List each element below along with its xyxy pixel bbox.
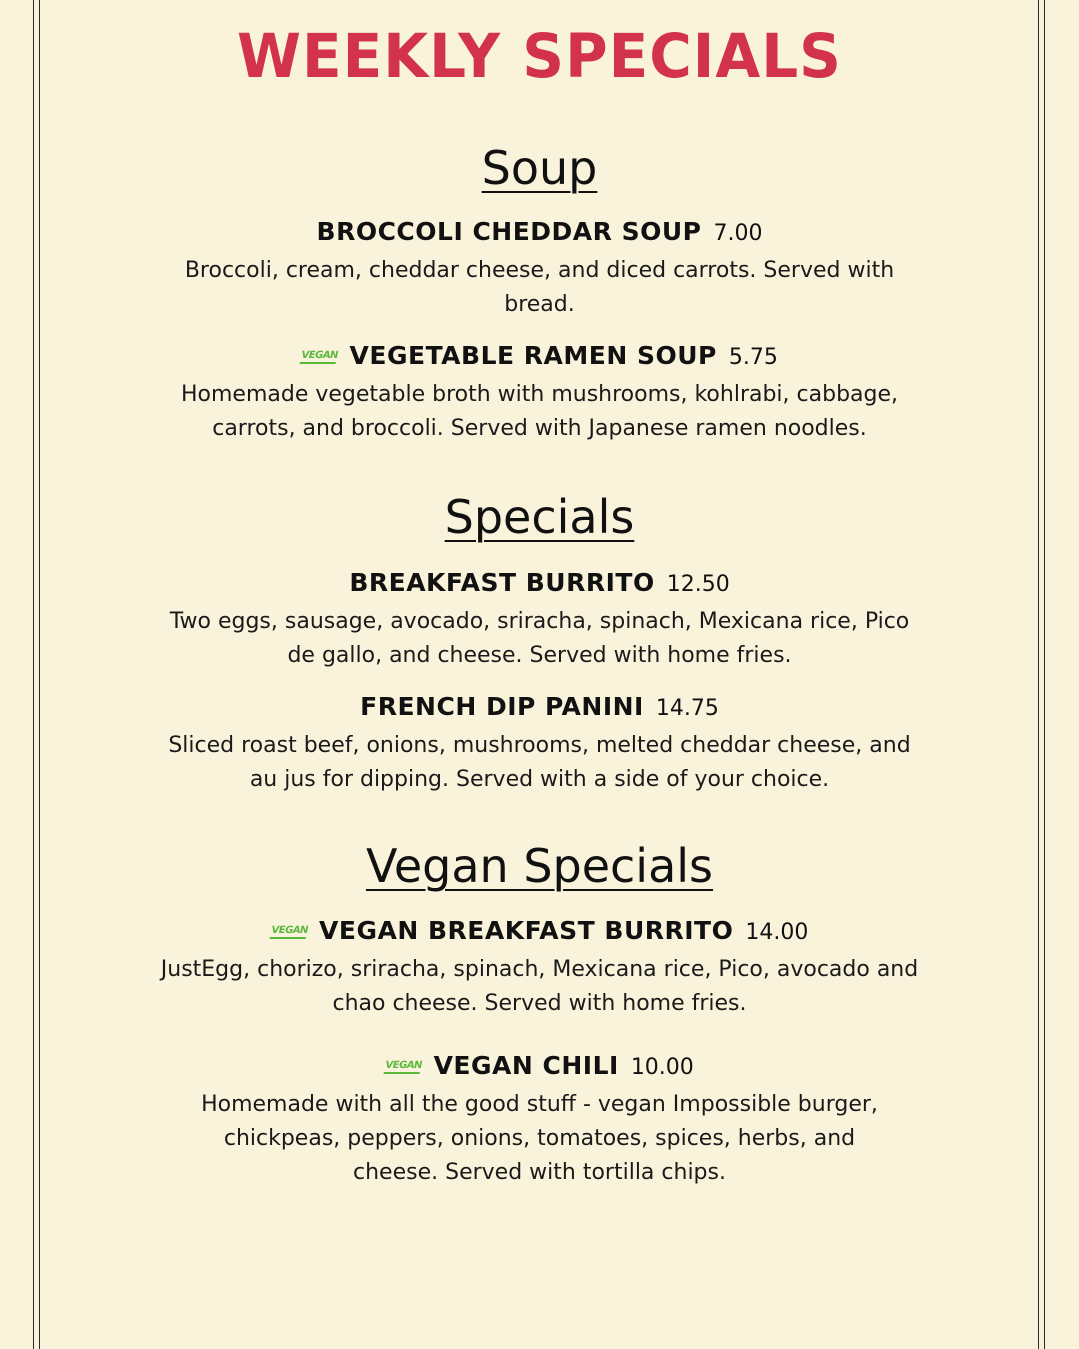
item-price: 5.75 (728, 345, 778, 370)
item-description: Two eggs, sausage, avocado, sriracha, spinach, Mexicana rice, Pico de gallo, and cheese. Served with home fries. (169, 609, 910, 668)
item-price: 12.50 (666, 572, 730, 597)
item-name: VEGAN BREAKFAST BURRITO (319, 916, 734, 945)
vegan-icon: VEGAN (300, 350, 339, 364)
item-description: Homemade vegetable broth with mushrooms, kohlrabi, cabbage, carrots, and broccoli. Served with Japanese ramen noodles. (180, 382, 899, 441)
item-description: Homemade with all the good stuff - vegan Impossible burger, chickpeas, peppers, onions, tomatoes, spices, herbs, and cheese. Served with tortilla chips. (201, 1092, 878, 1185)
menu-title: WEEKLY SPECIALS (237, 20, 842, 92)
item-price: 14.75 (655, 696, 719, 721)
item-price: 10.00 (630, 1055, 694, 1080)
menu-item-header (44, 690, 1035, 726)
menu-item-header (44, 215, 1035, 251)
item-description: JustEgg, chorizo, sriracha, spinach, Mexicana rice, Pico, avocado and chao cheese. Served with home fries. (160, 957, 919, 1016)
item-price: 14.00 (745, 920, 809, 945)
item-name: BROCCOLI CHEDDAR SOUP (316, 217, 702, 246)
border-line (1044, 0, 1045, 1349)
item-description: Sliced roast beef, onions, mushrooms, melted cheddar cheese, and au jus for dipping. Served with a side of your choice. (168, 733, 911, 792)
border-line (33, 0, 34, 1349)
section-heading-vegan-specials: Vegan Specials (365, 839, 714, 893)
section-heading-specials: Specials (444, 490, 635, 544)
item-name: VEGETABLE RAMEN SOUP (349, 341, 717, 370)
item-description: Broccoli, cream, cheddar cheese, and diced carrots. Served with bread. (184, 258, 895, 317)
item-price: 7.00 (713, 221, 763, 246)
menu-item-header (44, 914, 1035, 950)
item-name: BREAKFAST BURRITO (349, 568, 655, 597)
border-line (1038, 0, 1039, 1349)
menu-item-header (44, 1049, 1035, 1085)
vegan-icon: VEGAN (269, 925, 308, 939)
vegan-icon: VEGAN (384, 1060, 423, 1074)
section-heading-soup: Soup (481, 141, 598, 195)
menu-item-header (44, 339, 1035, 375)
border-line (39, 0, 40, 1349)
item-name: FRENCH DIP PANINI (360, 692, 644, 721)
menu-item-header (44, 566, 1035, 602)
item-name: VEGAN CHILI (433, 1051, 619, 1080)
